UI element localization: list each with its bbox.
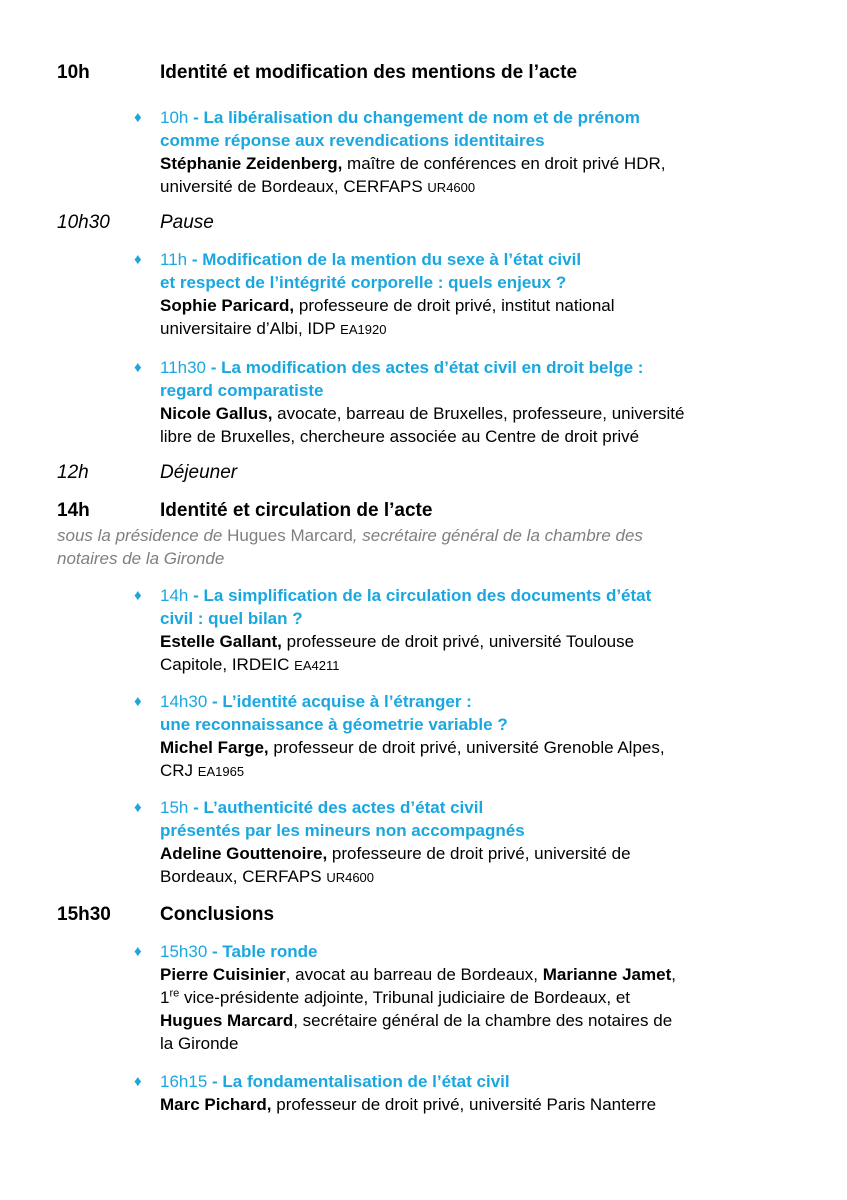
section-time: 14h bbox=[57, 500, 90, 521]
speaker-name: Pierre Cuisinier bbox=[160, 965, 286, 984]
speaker-role: , avocat au barreau de Bordeaux, bbox=[285, 965, 539, 984]
talk-dash: - bbox=[191, 250, 198, 269]
diamond-bullet-icon: ♦ bbox=[134, 251, 142, 268]
break-time: 12h bbox=[57, 462, 89, 483]
session-chair bbox=[57, 524, 757, 570]
speaker-line bbox=[160, 425, 800, 448]
speaker-name: Adeline Gouttenoire, bbox=[160, 844, 328, 863]
speaker-name: Stéphanie Zeidenberg, bbox=[160, 154, 343, 173]
lab-code: UR4600 bbox=[427, 180, 476, 195]
talk-dash: - bbox=[210, 358, 217, 377]
speaker-role: professeure de droit privé, université de bbox=[331, 844, 631, 863]
speaker-role: professeur de droit privé, université Grenoble Alpes, bbox=[273, 738, 665, 757]
speaker-line bbox=[160, 865, 800, 889]
speaker-name: Marc Pichard, bbox=[160, 1095, 272, 1114]
talk-title-line: et respect de l’intégrité corporelle : quels enjeux ? bbox=[160, 273, 567, 292]
talk-title bbox=[160, 1070, 800, 1093]
speaker-role: professeure de droit privé, institut national bbox=[298, 296, 615, 315]
speaker-line bbox=[160, 1093, 800, 1116]
break-time: 10h30 bbox=[57, 212, 110, 233]
talk-title bbox=[160, 690, 800, 713]
speaker-line bbox=[160, 630, 800, 653]
talk-title bbox=[160, 106, 800, 129]
talk-title-line: La libéralisation du changement de nom et de prénom bbox=[203, 108, 640, 127]
diamond-bullet-icon: ♦ bbox=[134, 693, 142, 710]
talk-time: 15h bbox=[160, 798, 189, 817]
speaker-role: universitaire d’Albi, IDP bbox=[160, 319, 336, 338]
speaker-line bbox=[160, 842, 800, 865]
lab-code: EA4211 bbox=[294, 658, 340, 673]
diamond-bullet-icon: ♦ bbox=[134, 587, 142, 604]
speaker-role: Capitole, IRDEIC bbox=[160, 655, 290, 674]
talk-title-line: Modification de la mention du sexe à l’état civil bbox=[202, 250, 582, 269]
speaker-line bbox=[160, 986, 800, 1009]
talk-title-line: Table ronde bbox=[222, 942, 318, 961]
talk-title-line: L’authenticité des actes d’état civil bbox=[203, 798, 484, 817]
section-title: Identité et modification des mentions de l’acte bbox=[160, 62, 578, 83]
speaker-name: Sophie Paricard, bbox=[160, 296, 295, 315]
speaker-line bbox=[160, 1032, 800, 1055]
speaker-name: Estelle Gallant, bbox=[160, 632, 282, 651]
speaker-role: Bordeaux, CERFAPS bbox=[160, 867, 322, 886]
diamond-bullet-icon: ♦ bbox=[134, 359, 142, 376]
speaker-role: vice-présidente adjointe, Tribunal judiciaire de Bordeaux, et bbox=[183, 988, 631, 1007]
talk-dash: - bbox=[193, 586, 199, 605]
diamond-bullet-icon: ♦ bbox=[134, 1073, 142, 1090]
talk-dash: - bbox=[212, 1072, 218, 1091]
talk-title-line: présentés par les mineurs non accompagnés bbox=[160, 821, 525, 840]
talk-time: 14h30 bbox=[160, 692, 208, 711]
break-title: Déjeuner bbox=[160, 462, 238, 483]
speaker-role: maître de conférences en droit privé HDR, bbox=[347, 154, 666, 173]
chair-name: Hugues Marcard bbox=[227, 526, 353, 545]
talk-title-line: comme réponse aux revendications identitaires bbox=[160, 131, 545, 150]
speaker-line bbox=[160, 759, 800, 783]
speaker-line bbox=[160, 317, 800, 341]
speaker-line bbox=[160, 152, 800, 175]
talk-title-line: regard comparatiste bbox=[160, 381, 324, 400]
lab-code: EA1920 bbox=[340, 322, 387, 337]
section-time: 15h30 bbox=[57, 904, 111, 925]
diamond-bullet-icon: ♦ bbox=[134, 109, 142, 126]
speaker-name: Nicole Gallus, bbox=[160, 404, 273, 423]
speaker-role: , secrétaire général de la chambre des notaires de bbox=[293, 1011, 673, 1030]
talk-title bbox=[160, 248, 800, 271]
talk-time: 16h15 bbox=[160, 1072, 208, 1091]
talk-title bbox=[160, 796, 800, 819]
talk-time: 11h30 bbox=[160, 358, 207, 377]
speaker-role: la Gironde bbox=[160, 1034, 239, 1053]
talk-time: 10h bbox=[160, 108, 189, 127]
talk-title-line: une reconnaissance à géometrie variable ? bbox=[160, 715, 508, 734]
speaker-line bbox=[160, 1009, 800, 1032]
speaker-role: libre de Bruxelles, chercheure associée au Centre de droit privé bbox=[160, 427, 640, 446]
chair-role: notaires de la Gironde bbox=[57, 549, 225, 568]
talk-dash: - bbox=[193, 108, 199, 127]
section-time: 10h bbox=[57, 62, 90, 83]
speaker-line bbox=[160, 736, 800, 759]
talk-title-line: L’identité acquise à l’étranger : bbox=[222, 692, 472, 711]
lab-code: EA1965 bbox=[197, 764, 245, 779]
speaker-role: CRJ bbox=[160, 761, 194, 780]
speaker-role: université de Bordeaux, CERFAPS bbox=[160, 177, 423, 196]
talk-title bbox=[160, 356, 800, 379]
talk-dash: - bbox=[193, 798, 199, 817]
ordinal-suffix: re bbox=[169, 987, 180, 1000]
talk-title-line: La modification des actes d’état civil en droit belge : bbox=[221, 358, 644, 377]
chair-role: , secrétaire général de la chambre des bbox=[352, 526, 643, 545]
talk-time: 11h bbox=[160, 250, 188, 269]
talk-title-line: La fondamentalisation de l’état civil bbox=[222, 1072, 510, 1091]
section-title: Conclusions bbox=[160, 904, 275, 925]
speaker-role: avocate, barreau de Bruxelles, professeure, université bbox=[277, 404, 685, 423]
talk-time: 15h30 bbox=[160, 942, 208, 961]
chair-prefix: sous la présidence de bbox=[57, 526, 223, 545]
section-title: Identité et circulation de l’acte bbox=[160, 500, 433, 521]
break-title: Pause bbox=[160, 212, 214, 233]
talk-dash: - bbox=[212, 692, 218, 711]
speaker-role: , bbox=[671, 965, 676, 984]
speaker-role: professeur de droit privé, université Paris Nanterre bbox=[276, 1095, 657, 1114]
speaker-name: Michel Farge, bbox=[160, 738, 269, 757]
speaker-line bbox=[160, 402, 800, 425]
speaker-line bbox=[160, 294, 800, 317]
speaker-name: Marianne Jamet bbox=[542, 965, 672, 984]
diamond-bullet-icon: ♦ bbox=[134, 943, 142, 960]
speaker-line bbox=[160, 963, 800, 986]
ordinal: 1 bbox=[160, 988, 170, 1007]
speaker-role: professeure de droit privé, université Toulouse bbox=[286, 632, 635, 651]
diamond-bullet-icon: ♦ bbox=[134, 799, 142, 816]
speaker-line bbox=[160, 175, 800, 199]
speaker-name: Hugues Marcard bbox=[160, 1011, 294, 1030]
talk-title bbox=[160, 940, 800, 963]
talk-dash: - bbox=[212, 942, 218, 961]
talk-title bbox=[160, 584, 800, 607]
talk-time: 14h bbox=[160, 586, 189, 605]
talk-title-line: La simplification de la circulation des documents d’état bbox=[203, 586, 652, 605]
talk-title-line: civil : quel bilan ? bbox=[160, 609, 303, 628]
speaker-line bbox=[160, 653, 800, 677]
lab-code: UR4600 bbox=[326, 870, 375, 885]
